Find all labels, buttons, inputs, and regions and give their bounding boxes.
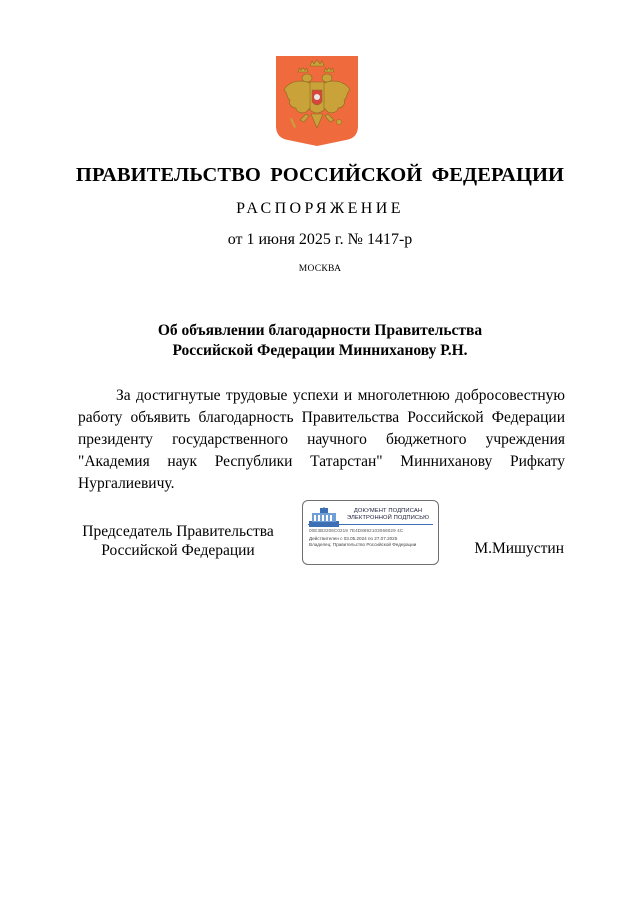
document-body xyxy=(78,385,565,495)
position-line: Председатель Правительства xyxy=(82,523,274,540)
coat-of-arms-icon xyxy=(276,56,358,146)
document-type: РАСПОРЯЖЕНИЕ xyxy=(236,200,404,217)
body-line: Нургалиевичу. xyxy=(78,475,175,492)
signatory-name: М.Мишустин xyxy=(474,540,564,557)
certificate-number: 00E3B3206C0219 7E4D8692103066029 4C xyxy=(309,528,404,533)
position-line: Российской Федерации xyxy=(101,542,255,559)
subject-line: Об объявлении благодарности Правительства xyxy=(157,322,483,339)
signatory-position xyxy=(78,522,278,560)
body-line: президенту государственного научного бюджетного учреждения xyxy=(78,431,565,448)
government-title: ПРАВИТЕЛЬСТВО РОССИЙСКОЙ ФЕДЕРАЦИИ xyxy=(75,164,565,186)
body-line: "Академия наук Республики Татарстан" Минниханову Рифкату xyxy=(78,453,565,470)
subject-line: Российской Федерации Минниханову Р.Н. xyxy=(172,342,468,359)
document-city: МОСКВА xyxy=(298,264,342,274)
stamp-divider xyxy=(308,524,433,525)
document-subject xyxy=(0,321,640,361)
body-line: За достигнутые трудовые успехи и многолетнюю добросовестную xyxy=(116,387,565,404)
stamp-title-line: ДОКУМЕНТ ПОДПИСАН xyxy=(353,508,423,514)
certificate-validity: Действителен с 03.05.2024 по 27.07.2025 xyxy=(309,536,398,541)
document-date-number: от 1 июня 2025 г. № 1417-р xyxy=(227,231,413,248)
certificate-owner: Владелец: Правительство Российской Федерации xyxy=(309,542,417,547)
stamp-title-line: ЭЛЕКТРОННОЙ ПОДПИСЬЮ xyxy=(346,515,430,521)
stamp-title xyxy=(341,508,435,522)
electronic-signature-stamp xyxy=(302,500,439,565)
body-line: работу объявить благодарность Правительства Российской Федерации xyxy=(78,409,565,426)
